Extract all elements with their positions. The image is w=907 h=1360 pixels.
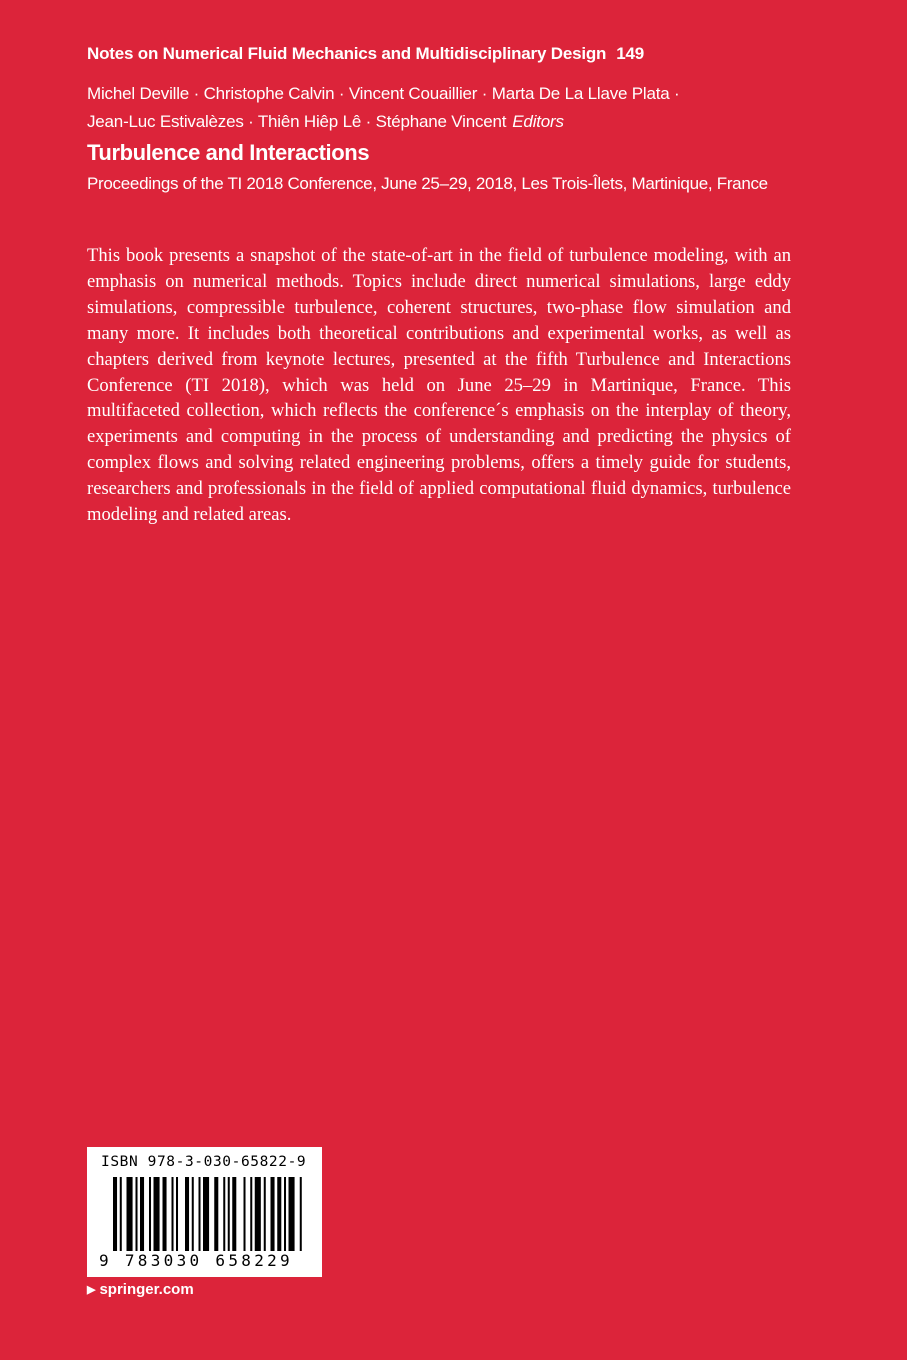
barcode-bar bbox=[136, 1177, 138, 1251]
barcode-bar bbox=[250, 1177, 252, 1251]
publisher-link[interactable] bbox=[87, 1281, 194, 1298]
editors-role: Editors bbox=[512, 112, 564, 131]
series-name: Notes on Numerical Fluid Mechanics and Multidisciplinary Design bbox=[87, 44, 607, 63]
barcode-bar bbox=[154, 1177, 160, 1251]
barcode-bar bbox=[176, 1177, 178, 1251]
barcode-bar bbox=[264, 1177, 266, 1251]
editors-line-2 bbox=[87, 108, 847, 136]
barcode-bar bbox=[232, 1177, 236, 1251]
barcode-bar bbox=[192, 1177, 194, 1251]
barcode-bar bbox=[223, 1177, 225, 1251]
book-title: Turbulence and Interactions bbox=[87, 140, 370, 165]
barcode-bar bbox=[255, 1177, 261, 1251]
editors-list bbox=[87, 80, 847, 136]
series-number: 149 bbox=[616, 44, 644, 63]
barcode-bar bbox=[284, 1177, 286, 1251]
arrow-right-icon: ▶ bbox=[87, 1284, 96, 1296]
isbn-barcode bbox=[87, 1147, 322, 1277]
barcode-bar bbox=[203, 1177, 209, 1251]
barcode-bar bbox=[172, 1177, 174, 1251]
barcode-bar bbox=[199, 1177, 201, 1251]
editors-line-1: Michel Deville · Christophe Calvin · Vincent Couaillier · Marta De La Llave Plata · bbox=[87, 84, 680, 103]
barcode-bar bbox=[214, 1177, 218, 1251]
isbn-label: ISBN 978-3-030-65822-9 bbox=[101, 1154, 307, 1170]
barcode-bar bbox=[228, 1177, 230, 1251]
publisher-url: springer.com bbox=[99, 1281, 194, 1298]
barcode-bar bbox=[120, 1177, 122, 1251]
barcode-bar bbox=[140, 1177, 144, 1251]
barcode-bar bbox=[271, 1177, 275, 1251]
barcode-digits: 9 783030 658229 bbox=[99, 1251, 293, 1270]
barcode-bar bbox=[244, 1177, 246, 1251]
barcode-bar bbox=[300, 1177, 302, 1251]
editors-names: Jean-Luc Estivalèzes · Thiên Hiêp Lê · Stéphane Vincent bbox=[87, 112, 507, 131]
barcode-bar bbox=[289, 1177, 295, 1251]
book-subtitle: Proceedings of the TI 2018 Conference, June 25–29, 2018, Les Trois-Îlets, Martinique, France bbox=[87, 174, 768, 193]
barcode-bar bbox=[113, 1177, 117, 1251]
book-description: This book presents a snapshot of the state-of-art in the field of turbulence modeling, with an emphasis on numerical methods. Topics include direct numerical simulations, large eddy simulations, compressible turbulence, coherent structures, two-phase flow simulation and many more. It includes both theoretical contributions and experimental works, as well as chapters derived from keynote lectures, presented at the fifth Turbulence and Interactions Conference (TI 2018), which was held on June 25–29 in Martinique, France. This multifaceted collection, which reflects the conference´s emphasis on the interplay of theory, experiments and computing in the process of understanding and predicting the physics of complex flows and solving related engineering problems, offers a timely guide for students, researchers and professionals in the field of applied computational fluid dynamics, turbulence modeling and related areas. bbox=[87, 245, 791, 526]
barcode-bar bbox=[163, 1177, 167, 1251]
barcode-bar bbox=[277, 1177, 281, 1251]
series-title bbox=[87, 44, 847, 64]
barcode-bar bbox=[185, 1177, 189, 1251]
barcode-bar bbox=[127, 1177, 133, 1251]
barcode-bar bbox=[149, 1177, 151, 1251]
